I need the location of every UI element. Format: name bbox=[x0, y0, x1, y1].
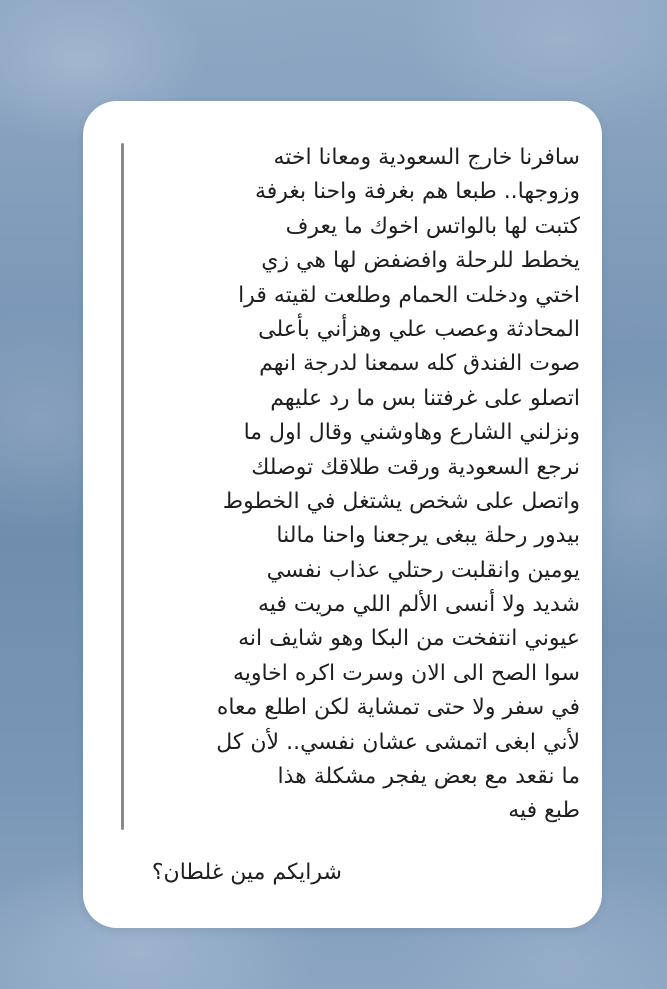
story-line: لأني ابغى اتمشى عشان نفسي.. لأن كل bbox=[216, 729, 580, 755]
story-line: سافرنا خارج السعودية ومعانا اخته bbox=[273, 145, 580, 170]
story-line: نرجع السعودية ورقت طلاقك توصلك bbox=[251, 454, 580, 480]
story-line: وزوجها.. طبعا هم بغرفة واحنا بغرفة bbox=[254, 179, 580, 205]
story-line: شديد ولا أنسى الألم اللي مريت فيه bbox=[257, 592, 580, 618]
story-line: اتصلو على غرفتنا بس ما رد عليهم bbox=[270, 385, 580, 411]
story-line: يخطط للرحلة وافضفض لها هي زي bbox=[261, 248, 580, 274]
story-line: في سفر ولا حتى تمشاية لكن اطلع معاه bbox=[216, 695, 580, 721]
quote-bar bbox=[121, 143, 124, 830]
story-line: ما نقعد مع بعض يفجر مشكلة هذا bbox=[277, 764, 580, 790]
story-line: كتبت لها بالواتس اخوك ما يعرف bbox=[285, 213, 580, 239]
story-line: صوت الفندق كله سمعنا لدرجة انهم bbox=[259, 351, 580, 377]
story-line: طبع فيه bbox=[508, 798, 580, 824]
story-line: بيدور رحلة يبغى يرجعنا واحنا مالنا bbox=[276, 523, 580, 549]
story-line: واتصل على شخص يشتغل في الخطوط bbox=[222, 488, 580, 514]
question-text: شرايكم مين غلطان؟ bbox=[151, 860, 342, 885]
story-line: سوا الصح الى الان وسرت اكره اخاويه bbox=[232, 660, 580, 686]
story-quote bbox=[150, 141, 580, 831]
story-line: اختي ودخلت الحمام وطلعت لقيته قرا bbox=[238, 282, 580, 308]
story-line: المحادثة وعصب علي وهزأني بأعلى bbox=[258, 316, 580, 342]
story-line: عيوني انتفخت من البكا وهو شايف انه bbox=[238, 626, 580, 652]
story-line: ونزلني الشارع وهاوشني وقال اول ما bbox=[243, 420, 580, 446]
story-line: يومين وانقلبت رحتلي عذاب نفسي bbox=[266, 557, 580, 583]
